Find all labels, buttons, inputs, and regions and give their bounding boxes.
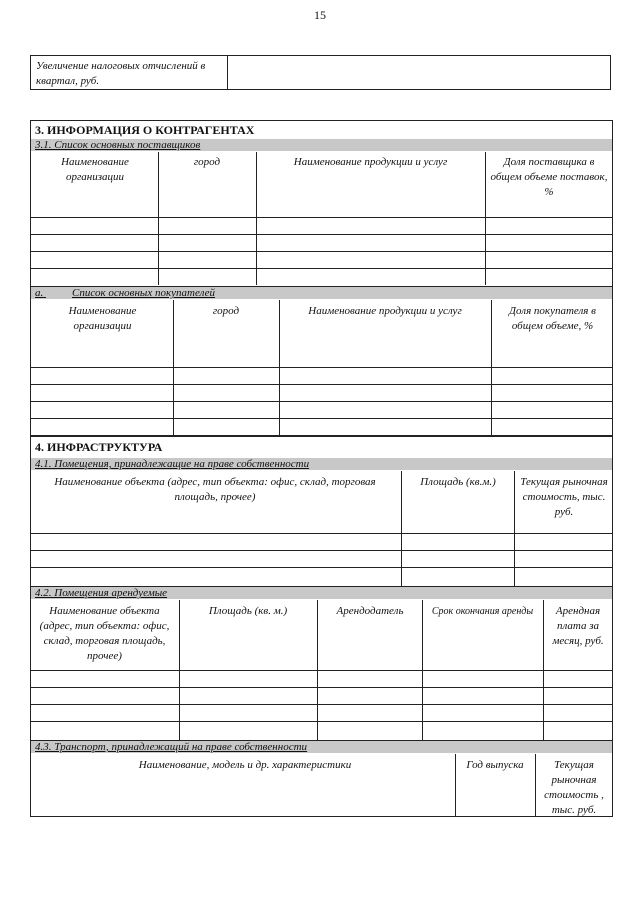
rented-col-rent: Арендная плата за месяц, руб. (552, 605, 604, 647)
owned-col-area: Площадь (кв.м.) (420, 476, 496, 488)
buyers-col-org: Наименование организации (68, 305, 137, 332)
rented-col-lease-end: Срок окончания аренды (431, 606, 534, 617)
rented-col-object: Наименование объекта (адрес, тип объекта: офис, склад, торговая площадь, прочее) (39, 605, 170, 662)
buyers-col-city: город (212, 305, 240, 317)
suppliers-col-org: Наименование организации (61, 156, 129, 183)
owned-col-value: Текущая рыночная стоимость, тыс. руб. (520, 476, 608, 518)
section3-title: 3. ИНФОРМАЦИЯ О КОНТРАГЕНТАХ (35, 123, 255, 137)
suppliers-col-share: Доля поставщика в общем объеме поставок, % (490, 156, 608, 198)
transport-col-value: Текущая рыночная стоимость , тыс. руб. (544, 759, 604, 816)
page-number: 15 (314, 8, 326, 22)
buyers-col-share: Доля покупателя в общем объеме, % (509, 305, 596, 332)
transport-col-name: Наименование, модель и др. характеристики (138, 759, 352, 771)
rented-subtitle: 4.2. Помещения арендуемые (31, 587, 612, 599)
owned-subtitle: 4.1. Помещения, принадлежащие на праве собственности (31, 458, 612, 470)
buyers-col-products: Наименование продукции и услуг (308, 305, 462, 317)
buyers-prefix: a. (35, 287, 44, 299)
suppliers-col-city: город (193, 156, 221, 168)
transport-col-year: Год выпуска (466, 759, 524, 771)
rented-col-landlord: Арендодатель (336, 605, 404, 617)
suppliers-subtitle: 3.1. Список основных поставщиков (31, 139, 612, 151)
suppliers-col-products: Наименование продукции и услуг (293, 156, 448, 168)
owned-col-object: Наименование объекта (адрес, тип объекта: офис, склад, торговая площадь, прочее) (54, 476, 376, 503)
rented-col-area: Площадь (кв. м.) (208, 605, 288, 617)
buyers-title: Список основных покупателей (72, 287, 216, 299)
section4-title: 4. ИНФРАСТРУКТУРА (35, 440, 163, 454)
tax-increase-label: Увеличение налоговых отчислений в квартал, руб. (36, 60, 206, 87)
buyers-subtitle (31, 287, 612, 299)
transport-subtitle: 4.3. Транспорт, принадлежащий на праве собственности (31, 741, 612, 753)
